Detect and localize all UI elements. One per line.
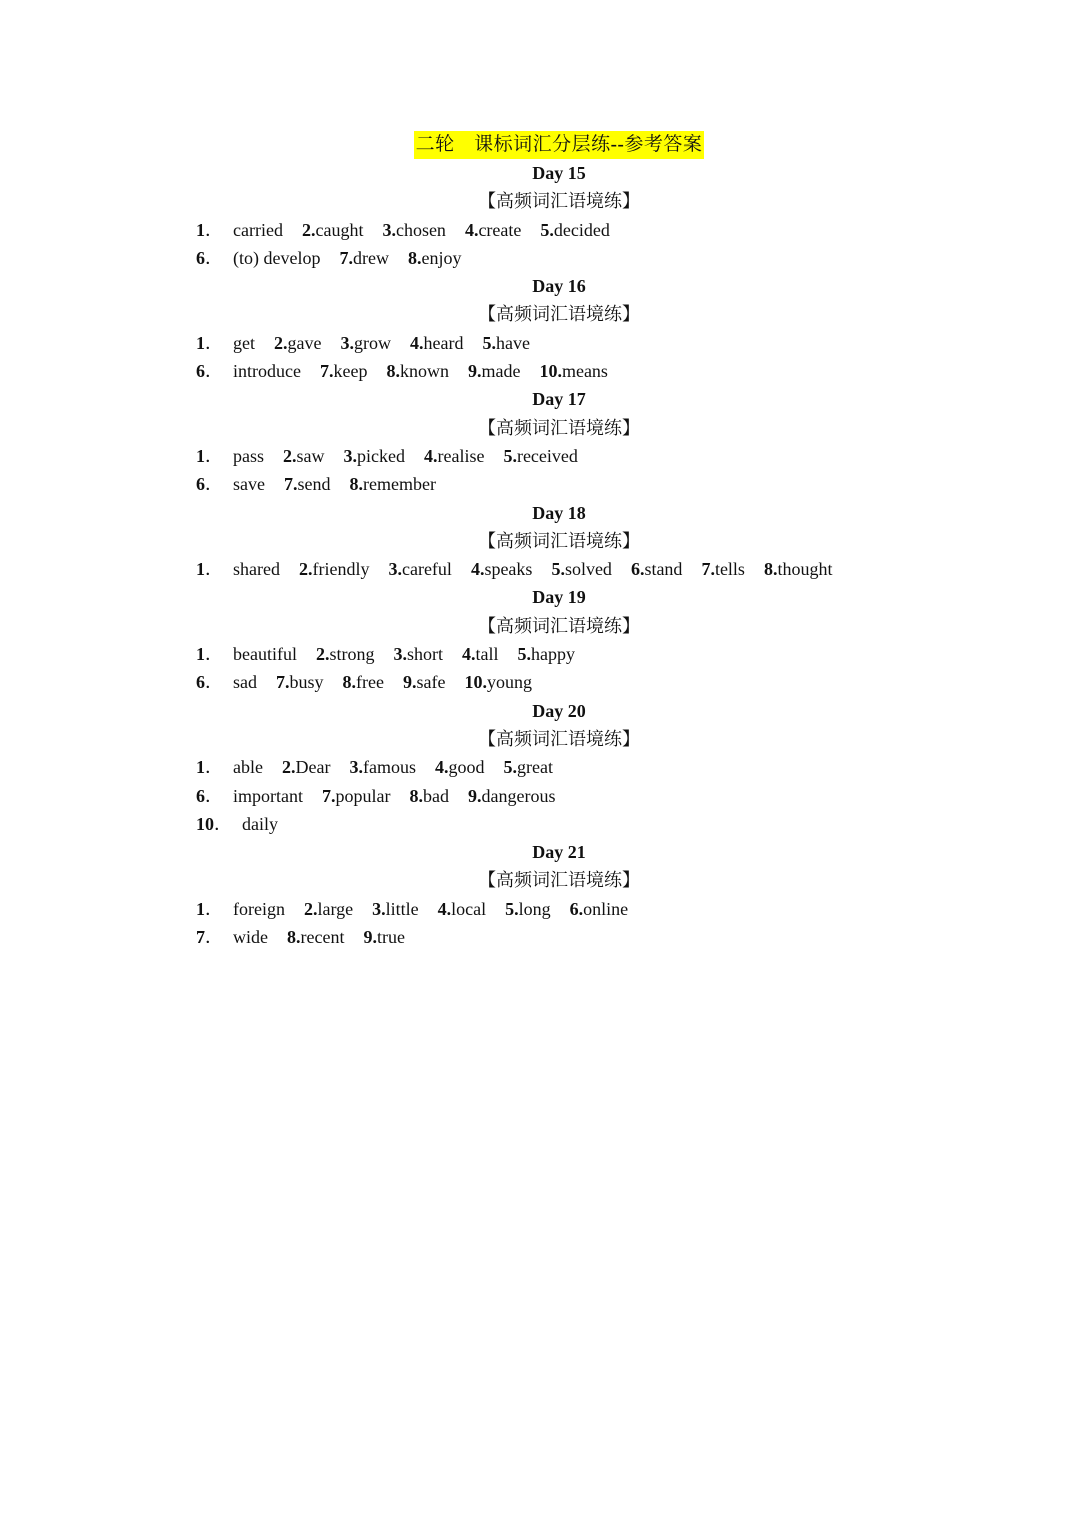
answer-item: [388, 555, 451, 583]
answer-number: 10: [196, 813, 214, 834]
answer-number: 4.: [423, 445, 438, 466]
answer-number: 7: [196, 927, 205, 948]
answer-item: [438, 895, 486, 923]
answer-item: [299, 555, 369, 583]
answer-word: recent: [300, 927, 345, 948]
answer-word: caught: [315, 219, 364, 240]
answer-item: [386, 357, 449, 385]
answer-number: 9.: [402, 672, 417, 693]
answer-word: careful: [401, 559, 452, 580]
answer-row: [196, 555, 920, 583]
section-heading: 【高频词汇语境练】: [478, 417, 640, 438]
answer-word: save: [233, 474, 265, 495]
answer-number-separator: ．: [205, 927, 223, 948]
answer-item: [196, 668, 257, 696]
answer-word: shared: [233, 559, 280, 580]
section-heading: 【高频词汇语境练】: [478, 191, 640, 212]
answer-row: [196, 640, 920, 668]
day-heading: Day 17: [532, 389, 586, 410]
answer-word: made: [481, 361, 521, 382]
answer-item: [517, 640, 575, 668]
answer-word: realise: [437, 445, 485, 466]
answer-item: [382, 216, 445, 244]
answer-word: tells: [714, 559, 745, 580]
day-heading: Day 19: [532, 587, 586, 608]
answer-row: [196, 329, 920, 357]
answer-word: happy: [530, 644, 575, 665]
answer-number: 5.: [540, 219, 554, 240]
answer-number: 5.: [503, 445, 517, 466]
answer-item: [316, 640, 375, 668]
day-heading: Day 18: [532, 502, 586, 523]
answer-item: [410, 329, 463, 357]
answer-word: large: [317, 898, 354, 919]
answer-number: 3.: [393, 644, 407, 665]
answer-item: [196, 329, 255, 357]
answer-number-separator: ．: [214, 813, 232, 834]
answer-number: 8.: [342, 672, 357, 693]
answer-word: known: [399, 361, 449, 382]
answer-number: 7.: [319, 361, 334, 382]
answer-word: able: [233, 757, 263, 778]
answer-item: [196, 782, 303, 810]
answer-item: [343, 668, 384, 696]
answer-item: [503, 753, 552, 781]
answer-item: [465, 216, 521, 244]
answer-number: 5.: [503, 757, 517, 778]
answer-number-separator: ．: [205, 332, 223, 353]
answer-number: 9.: [467, 785, 482, 806]
answer-word: received: [516, 445, 578, 466]
answer-number-separator: ．: [205, 898, 223, 919]
answer-number: 1: [196, 332, 205, 353]
answer-word: local: [451, 898, 487, 919]
answer-word: famous: [362, 757, 416, 778]
day-heading: Day 16: [532, 276, 586, 297]
answer-word: bad: [422, 785, 449, 806]
answer-number: 3.: [388, 559, 402, 580]
answer-number: 1: [196, 445, 205, 466]
answer-number: 2.: [301, 219, 316, 240]
answer-number: 10.: [539, 361, 562, 382]
answer-word: saw: [296, 445, 325, 466]
day-heading: Day 21: [532, 842, 586, 863]
answer-number: 8.: [407, 247, 422, 268]
answer-word: Dear: [295, 757, 331, 778]
answer-word: dangerous: [481, 785, 556, 806]
answer-word: get: [233, 332, 255, 353]
answer-number: 6: [196, 672, 205, 693]
answer-item: [302, 216, 363, 244]
answer-row: [196, 244, 920, 272]
answer-number: 2.: [274, 332, 288, 353]
answer-item: [424, 442, 484, 470]
answer-word: remember: [362, 474, 436, 495]
answer-item: [435, 753, 485, 781]
answer-word: friendly: [312, 559, 370, 580]
answer-word: free: [356, 672, 384, 693]
answer-item: [196, 244, 320, 272]
answer-row: [196, 753, 920, 781]
answer-row: [196, 357, 920, 385]
title-main: 二轮 课标词汇分层练: [415, 134, 611, 155]
answer-number: 4.: [470, 559, 485, 580]
answer-word: heard: [423, 332, 464, 353]
answer-number: 8.: [349, 474, 363, 495]
answer-item: [196, 357, 301, 385]
answer-number: 2.: [303, 898, 318, 919]
day-heading: Day 20: [532, 700, 586, 721]
answer-number: 7.: [322, 785, 336, 806]
answer-item: [196, 923, 268, 951]
answer-number: 3.: [382, 219, 396, 240]
answer-number: 3.: [372, 898, 386, 919]
answer-number: 9.: [363, 927, 377, 948]
answer-number: 3.: [349, 757, 363, 778]
answer-number: 9.: [467, 361, 482, 382]
answer-number-separator: ．: [205, 672, 223, 693]
answer-number: 5.: [505, 898, 519, 919]
answer-number-separator: ．: [205, 445, 223, 466]
section-heading: 【高频词汇语境练】: [478, 304, 640, 325]
answer-row: [196, 668, 920, 696]
answer-item: [468, 357, 520, 385]
answer-item: [322, 782, 390, 810]
answer-number: 6: [196, 247, 205, 268]
answer-item: [284, 470, 331, 498]
answer-word: enjoy: [421, 247, 462, 268]
answer-word: means: [561, 361, 608, 382]
answer-word: beautiful: [233, 644, 297, 665]
answer-word: young: [486, 672, 532, 693]
answer-number: 7.: [283, 474, 298, 495]
answer-number: 4.: [434, 757, 449, 778]
answer-word: stand: [644, 559, 683, 580]
section-heading: 【高频词汇语境练】: [478, 615, 640, 636]
answer-number: 5.: [551, 559, 565, 580]
answer-number: 2.: [283, 445, 297, 466]
answer-row: [196, 895, 920, 923]
answer-row: [196, 216, 920, 244]
answer-number: 6: [196, 785, 205, 806]
answer-number: 8.: [287, 927, 301, 948]
answer-number: 6.: [569, 898, 584, 919]
answer-item: [372, 895, 419, 923]
answer-item: [539, 357, 607, 385]
answer-item: [764, 555, 833, 583]
answer-number-separator: ．: [205, 644, 223, 665]
answer-number: 4.: [464, 219, 479, 240]
answer-word: short: [406, 644, 443, 665]
answer-item: [196, 895, 285, 923]
answer-number: 3.: [343, 445, 357, 466]
answer-item: [283, 442, 325, 470]
answer-number: 8.: [763, 559, 778, 580]
answer-word: thought: [777, 559, 833, 580]
answer-item: [570, 895, 629, 923]
answer-item: [304, 895, 353, 923]
answer-number-separator: ．: [205, 785, 223, 806]
answer-word: (to) develop: [233, 247, 321, 268]
answer-number: 5.: [482, 332, 496, 353]
answer-word: online: [583, 898, 629, 919]
answer-word: pass: [233, 445, 264, 466]
answer-word: great: [516, 757, 553, 778]
answer-word: good: [448, 757, 485, 778]
answer-word: speaks: [484, 559, 533, 580]
answer-word: foreign: [233, 898, 285, 919]
answer-item: [196, 470, 265, 498]
answer-word: daily: [242, 813, 278, 834]
answer-item: [340, 329, 391, 357]
answer-word: popular: [335, 785, 391, 806]
answer-word: busy: [289, 672, 324, 693]
answer-word: sad: [233, 672, 257, 693]
answer-number: 3.: [340, 332, 354, 353]
day-heading: Day 15: [532, 163, 586, 183]
answer-list: [196, 159, 920, 951]
answer-item: [462, 640, 499, 668]
answer-row: [196, 470, 920, 498]
answer-item: [551, 555, 612, 583]
answer-word: gave: [287, 332, 322, 353]
answer-item: [349, 470, 435, 498]
answer-row: [196, 782, 920, 810]
answer-word: picked: [357, 445, 405, 466]
answer-word: drew: [352, 247, 389, 268]
answer-item: [196, 753, 263, 781]
answer-item: [631, 555, 683, 583]
answer-number-separator: ．: [205, 219, 223, 240]
answer-number: 6: [196, 474, 205, 495]
answer-item: [408, 244, 462, 272]
answer-item: [701, 555, 745, 583]
answer-item: [482, 329, 529, 357]
answer-item: [349, 753, 416, 781]
answer-word: strong: [329, 644, 375, 665]
answer-number: 6.: [630, 559, 645, 580]
answer-number: 2.: [298, 559, 313, 580]
answer-number-separator: ．: [205, 247, 223, 268]
answer-number: 7.: [339, 247, 353, 268]
answer-word: introduce: [233, 361, 301, 382]
answer-item: [471, 555, 533, 583]
answer-number-separator: ．: [205, 559, 223, 580]
answer-item: [409, 782, 449, 810]
answer-number: 8.: [409, 785, 423, 806]
answer-item: [196, 555, 280, 583]
answer-item: [196, 216, 283, 244]
answer-item: [276, 668, 324, 696]
document-title: [414, 131, 705, 159]
answer-word: long: [518, 898, 551, 919]
answer-item: [468, 782, 555, 810]
answer-word: chosen: [395, 219, 446, 240]
answer-item: [196, 442, 264, 470]
answer-word: create: [478, 219, 522, 240]
answer-word: have: [495, 332, 530, 353]
answer-item: [344, 442, 405, 470]
answer-number: 1: [196, 757, 205, 778]
answer-number: 5.: [517, 644, 531, 665]
answer-word: wide: [233, 927, 268, 948]
answer-item: [505, 895, 551, 923]
answer-word: solved: [564, 559, 612, 580]
answer-item: [339, 244, 388, 272]
title-dash: --: [610, 134, 625, 155]
answer-word: tall: [475, 644, 499, 665]
answer-item: [403, 668, 445, 696]
answer-item: [503, 442, 577, 470]
answer-row: [196, 810, 920, 838]
answer-item: [540, 216, 609, 244]
answer-number: 7.: [276, 672, 290, 693]
answer-number: 8.: [386, 361, 400, 382]
answer-word: true: [376, 927, 405, 948]
answer-word: little: [385, 898, 419, 919]
answer-item: [320, 357, 367, 385]
section-heading: 【高频词汇语境练】: [478, 870, 640, 891]
answer-word: carried: [233, 219, 283, 240]
answer-word: important: [233, 785, 303, 806]
section-heading: 【高频词汇语境练】: [478, 530, 640, 551]
answer-item: [287, 923, 344, 951]
answer-word: safe: [416, 672, 446, 693]
answer-item: [196, 810, 278, 838]
answer-word: grow: [353, 332, 391, 353]
answer-word: decided: [553, 219, 610, 240]
title-suffix: 参考答案: [624, 134, 703, 155]
document-title-wrap: [0, 131, 1080, 159]
answer-number: 1: [196, 644, 205, 665]
answer-word: keep: [333, 361, 368, 382]
answer-number: 7.: [701, 559, 715, 580]
answer-item: [196, 640, 297, 668]
answer-number-separator: ．: [205, 361, 223, 382]
answer-row: [196, 442, 920, 470]
answer-word: send: [297, 474, 331, 495]
answer-number: 1: [196, 898, 205, 919]
answer-number: 1: [196, 219, 205, 240]
answer-number: 4.: [437, 898, 452, 919]
answer-number: 2.: [315, 644, 330, 665]
answer-number: 4.: [409, 332, 424, 353]
answer-number-separator: ．: [205, 757, 223, 778]
section-heading: 【高频词汇语境练】: [478, 728, 640, 749]
answer-number: 10.: [464, 672, 487, 693]
answer-item: [464, 668, 532, 696]
answer-number: 6: [196, 361, 205, 382]
answer-item: [274, 329, 321, 357]
answer-number: 4.: [461, 644, 476, 665]
answer-item: [282, 753, 330, 781]
answer-item: [363, 923, 404, 951]
answer-number: 1: [196, 559, 205, 580]
answer-row: [196, 923, 920, 951]
answer-number: 2.: [281, 757, 296, 778]
answer-item: [393, 640, 443, 668]
answer-number-separator: ．: [205, 474, 223, 495]
